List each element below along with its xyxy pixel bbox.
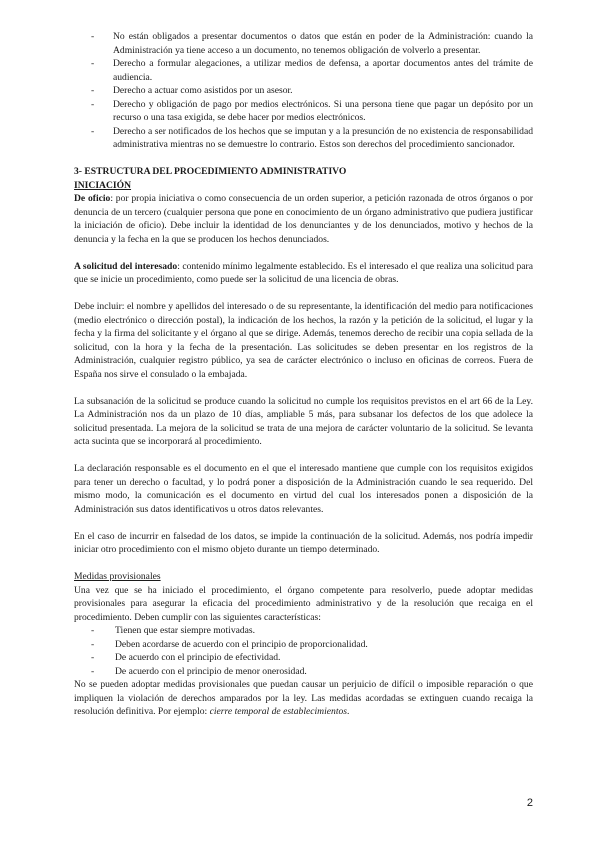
list-item: - Derecho a formular alegaciones, a utilizar medios de defensa, a aportar documentos antes del trámite de audiencia. <box>74 57 533 84</box>
solicitud-label: A solicitud del interesado <box>74 260 178 272</box>
document-page <box>74 30 533 719</box>
de-oficio-paragraph <box>74 192 533 246</box>
rights-list <box>74 30 533 152</box>
list-item: - De acuerdo con el principio de menor onerosidad. <box>74 665 533 679</box>
declaracion-paragraph: La declaración responsable es el documento en el que el interesado mantiene que cumple con los requisitos exigidos para tener un derecho o facultad, y lo podrá poner a disposición de la Administración cuando le sea requerido. Del mismo modo, la comunicación es el documento en virtud del cual los interesados ponen a disposición de la Administración sus datos identificativos u otros datos relevantes. <box>74 463 533 515</box>
de-oficio-label: De oficio <box>74 193 111 204</box>
medidas-title: Medidas provisionales <box>74 571 161 582</box>
medidas-closing-text: No se pueden adoptar medidas provisionales que puedan causar un perjuicio de difícil o imposible reparación o que impliquen la violación de derechos amparados por la ley. Las medidas acordadas se extinguen cuando recaiga la resolución definitiva. Por ejemplo: <box>74 679 533 717</box>
solicitud-text: : contenido mínimo legalmente establecido. Es el interesado el que realiza una solicitud para que se inicie un procedimiento, como puede ser la solicitud de una licencia de obras. <box>74 260 533 285</box>
medidas-closing-paragraph <box>74 678 533 719</box>
falsedad-paragraph: En el caso de incurrir en falsedad de los datos, se impide la continuación de la solicitud. Además, nos podría impedir iniciar otro procedimiento con el mismo objeto durante un tiempo determinado. <box>74 530 533 555</box>
medidas-intro: Una vez que se ha iniciado el procedimiento, el órgano competente para resolverlo, puede adoptar medidas provisionales para asegurar la eficacia del procedimiento administrativo y de la resolución que recaiga en el procedimiento. Deben cumplir con las siguientes características: <box>74 584 533 623</box>
solicitud-paragraph <box>74 260 533 287</box>
initiation-title: INICIACIÓN <box>74 179 132 191</box>
subsanacion-paragraph: La subsanación de la solicitud se produce cuando la solicitud no cumple los requisitos previstos en el art 66 de la Ley. La Administración nos da un plazo de 10 días, ampliable 5 más, para subsanar los defectos de los que adolece la solicitud presentada. La mejora de la solicitud se trata de una mejora de carácter voluntario de la solicitud. Se levanta acta sucinta que se incorporará al procedimiento. <box>74 395 533 447</box>
de-oficio-text: : por propia iniciativa o como consecuencia de un orden superior, a petición razonada de otros órganos o por denuncia de un tercero (cualquier persona que pone en conocimiento de un órgano administrativo que pudiera justificar la iniciación de oficio). Debe incluir la identidad de los denunciantes y de los denunciados, motivo y hechos de la denuncia y la fecha en la que se producen los hechos denunciados. <box>74 193 533 245</box>
medidas-example: cierre temporal de establecimientos <box>209 706 348 717</box>
list-item: - Derecho a ser notificados de los hechos que se imputan y a la presunción de no existencia de responsabilidad administrativa mientras no se demuestre lo contrario. Estos son derechos del procedimiento sancionador. <box>74 125 533 152</box>
list-item: - Derecho a actuar como asistidos por un asesor. <box>74 84 533 98</box>
page-number: 2 <box>526 797 533 809</box>
incluir-paragraph: Debe incluir: el nombre y apellidos del interesado o de su representante, la identificación del medio para notificaciones (medio electrónico o dirección postal), la indicación de los hechos, la razón y la petición de la solicitud, el lugar y la fecha y la firma del solicitante y el órgano al que se dirige. Además, tenemos derecho de recibir una copia sellada de la solicitud, con la hora y la fecha de la presentación. Las solicitudes se deben presentar en los registros de la Administración, cualquier registro público, ya sea de carácter electrónico o incluso en oficinas de correos. Fuera de España nos sirve el consulado o la embajada. <box>74 301 533 380</box>
medidas-list <box>74 624 533 678</box>
list-item: - Derecho y obligación de pago por medios electrónicos. Si una persona tiene que pagar un depósito por un recurso o una tasa exigida, se debe hacer por medios electrónicos. <box>74 98 533 125</box>
list-item: - Tienen que estar siempre motivadas. <box>74 624 533 638</box>
list-item: - No están obligados a presentar documentos o datos que están en poder de la Administración: cuando la Administración ya tiene acceso a un documento, no tenemos obligación de volverlo a presentar. <box>74 30 533 57</box>
medidas-end: . <box>347 706 350 717</box>
list-item: - De acuerdo con el principio de efectividad. <box>74 651 533 665</box>
section-title: 3- ESTRUCTURA DEL PROCEDIMIENTO ADMINISTRATIVO <box>74 166 347 177</box>
list-item: - Deben acordarse de acuerdo con el principio de proporcionalidad. <box>74 638 533 652</box>
